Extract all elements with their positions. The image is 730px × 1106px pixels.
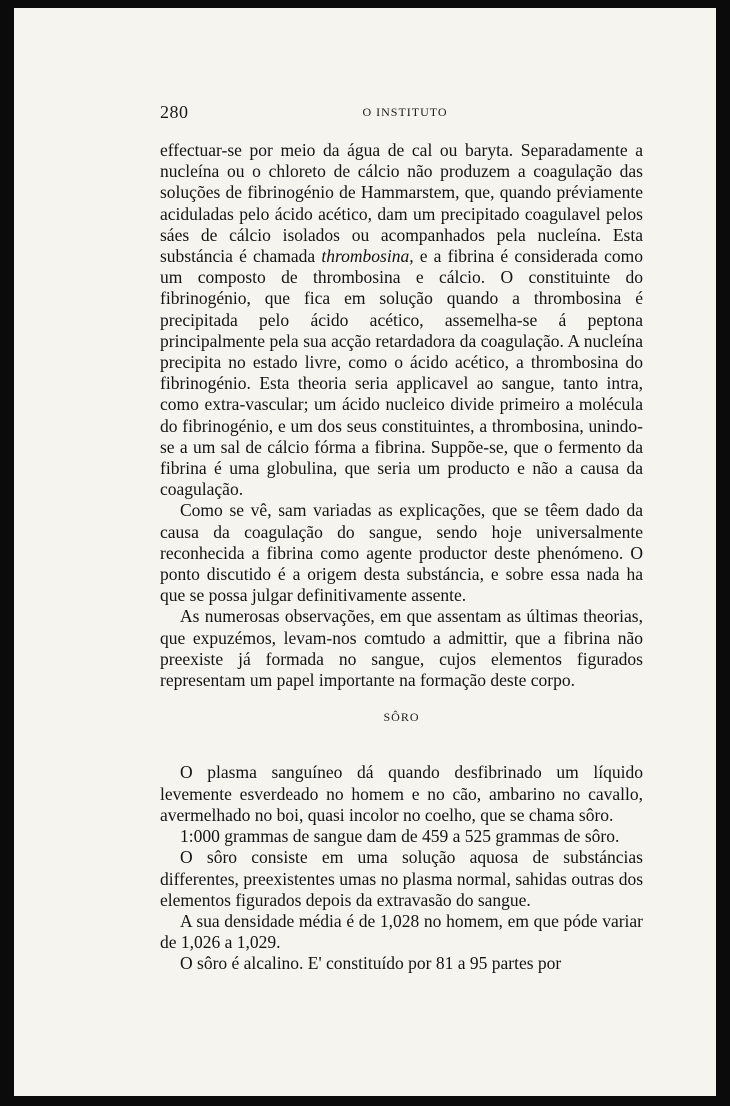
- page-number: 280: [160, 102, 189, 122]
- running-head: O INSTITUTO: [362, 105, 448, 119]
- paragraph: As numerosas observações, em que assentam as últimas theorias, que expuzémos, levam-nos comtudo a admittir, que a fibrina não preexiste já formada no sangue, cujos elementos figurados representam um papel importante na formação deste corpo.: [160, 606, 643, 691]
- paragraph-text: e a fibrina é considerada como um composto de thrombosina e cálcio. O constituinte do fibrinogénio, que fica em solução quando a thrombosina é precipitada pelo ácido acético, assemelha-se á peptona principalmente pela sua acção retardadora da coagulação. A nucleína precipita no estado livre, como o ácido acético, a thrombosina do fibrinogénio. Esta theoria seria applicavel ao sangue, tanto intra, como extra-vascular; um ácido nucleico divide primeiro a molécula do fibrinogénio, e um dos seus constituintes, a thrombosina, unindo-se a um sal de cálcio fórma a fibrina. Suppõe-se, que o fermento da fibrina é uma globulina, que seria um producto e não a causa da coagulação.: [160, 246, 643, 500]
- paragraph: O plasma sanguíneo dá quando desfibrinado um líquido levemente esverdeado no homem e no cão, ambarino no cavallo, avermelhado no boi, quasi incolor no coelho, que se chama sôro.: [160, 762, 643, 825]
- section-heading: SÔRO: [383, 710, 420, 725]
- paragraph: [160, 140, 643, 500]
- paragraph: 1:000 grammas de sangue dam de 459 a 525 grammas de sôro.: [180, 826, 620, 847]
- paragraph: O sôro consiste em uma solução aquosa de substáncias differentes, preexistentes umas no plasma normal, sahidas outras dos elementos figurados depois da extravasão do sangue.: [160, 847, 643, 910]
- body-text: [160, 140, 643, 975]
- paragraph-text: effectuar-se por meio da água de cal ou baryta. Separadamente a nucleína ou o chloreto de cálcio não produzem a coagulação das soluções de fibrinogénio de Hammarstem, que, quando préviamente aciduladas pelo ácido acético, dam um precipitado coagulavel pelos sáes de cálcio isolados ou acompanhados pela nucleína. Esta substáncia é chamada: [160, 140, 643, 267]
- paragraph: A sua densidade média é de 1,028 no homem, em que póde variar de 1,026 a 1,029.: [160, 910, 643, 953]
- book-page: [14, 8, 716, 1096]
- paragraph: O sôro é alcalino. E' constituído por 81 a 95 partes por: [180, 953, 562, 974]
- paragraph: Como se vê, sam variadas as explicações, que se têem dado da causa da coagulação do sangue, sendo hoje universalmente reconhecida a fibrina como agente productor deste phenómeno. O ponto discutido é a origem desta substáncia, e sobre essa nada ha que se possa julgar definitivamente assente.: [160, 500, 643, 606]
- italic-term: thrombosina,: [321, 246, 414, 267]
- page-header: [160, 102, 650, 124]
